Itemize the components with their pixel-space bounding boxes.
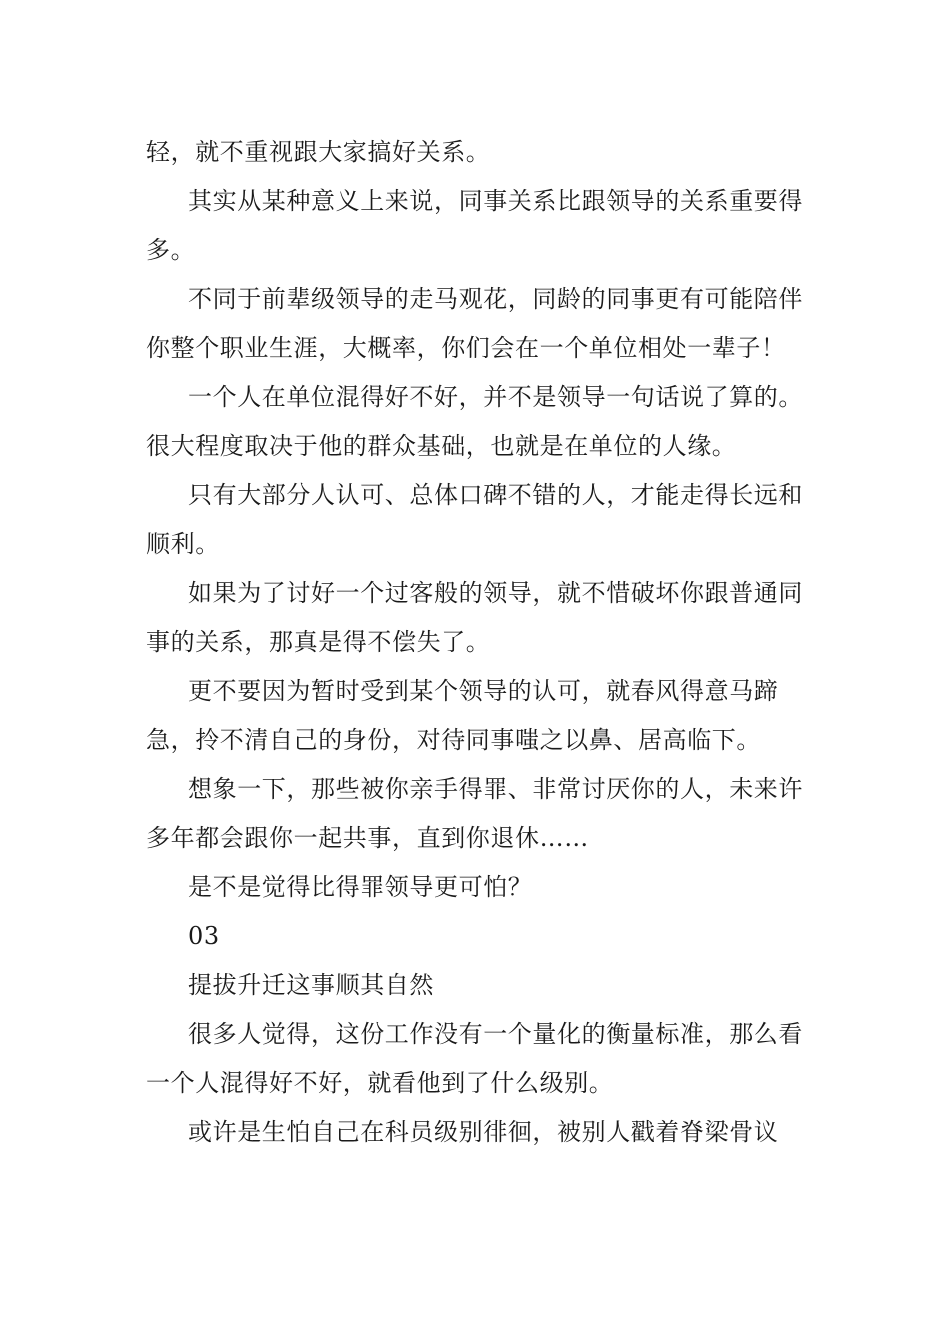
paragraph: 很多人觉得，这份工作没有一个量化的衡量标准，那么看一个人混得好不好，就看他到了什么级别。 bbox=[146, 1020, 803, 1097]
paragraph: 想象一下，那些被你亲手得罪、非常讨厌你的人，未来许多年都会跟你一起共事，直到你退休…… bbox=[146, 775, 803, 852]
document-page bbox=[146, 128, 818, 1157]
paragraph: 如果为了讨好一个过客般的领导，就不惜破坏你跟普通同事的关系，那真是得不偿失了。 bbox=[146, 579, 803, 656]
section-title: 提拔升迁这事顺其自然 bbox=[188, 971, 434, 999]
paragraph: 其实从某种意义上来说，同事关系比跟领导的关系重要得多。 bbox=[146, 187, 803, 264]
paragraph: 是不是觉得比得罪领导更可怕？ bbox=[188, 873, 533, 901]
paragraph-continued: 轻，就不重视跟大家搞好关系。 bbox=[146, 138, 491, 166]
section-number: 03 bbox=[188, 922, 220, 950]
paragraph: 不同于前辈级领导的走马观花，同龄的同事更有可能陪伴你整个职业生涯，大概率，你们会在一个单位相处一辈子！ bbox=[146, 285, 803, 362]
paragraph: 只有大部分人认可、总体口碑不错的人，才能走得长远和顺利。 bbox=[146, 481, 803, 558]
paragraph: 一个人在单位混得好不好，并不是领导一句话说了算的。很大程度取决于他的群众基础，也就是在单位的人缘。 bbox=[146, 383, 803, 460]
paragraph: 更不要因为暂时受到某个领导的认可，就春风得意马蹄急，拎不清自己的身份，对待同事嗤之以鼻、居高临下。 bbox=[146, 677, 779, 754]
paragraph: 或许是生怕自己在科员级别徘徊，被别人戳着脊梁骨议 bbox=[188, 1118, 779, 1146]
